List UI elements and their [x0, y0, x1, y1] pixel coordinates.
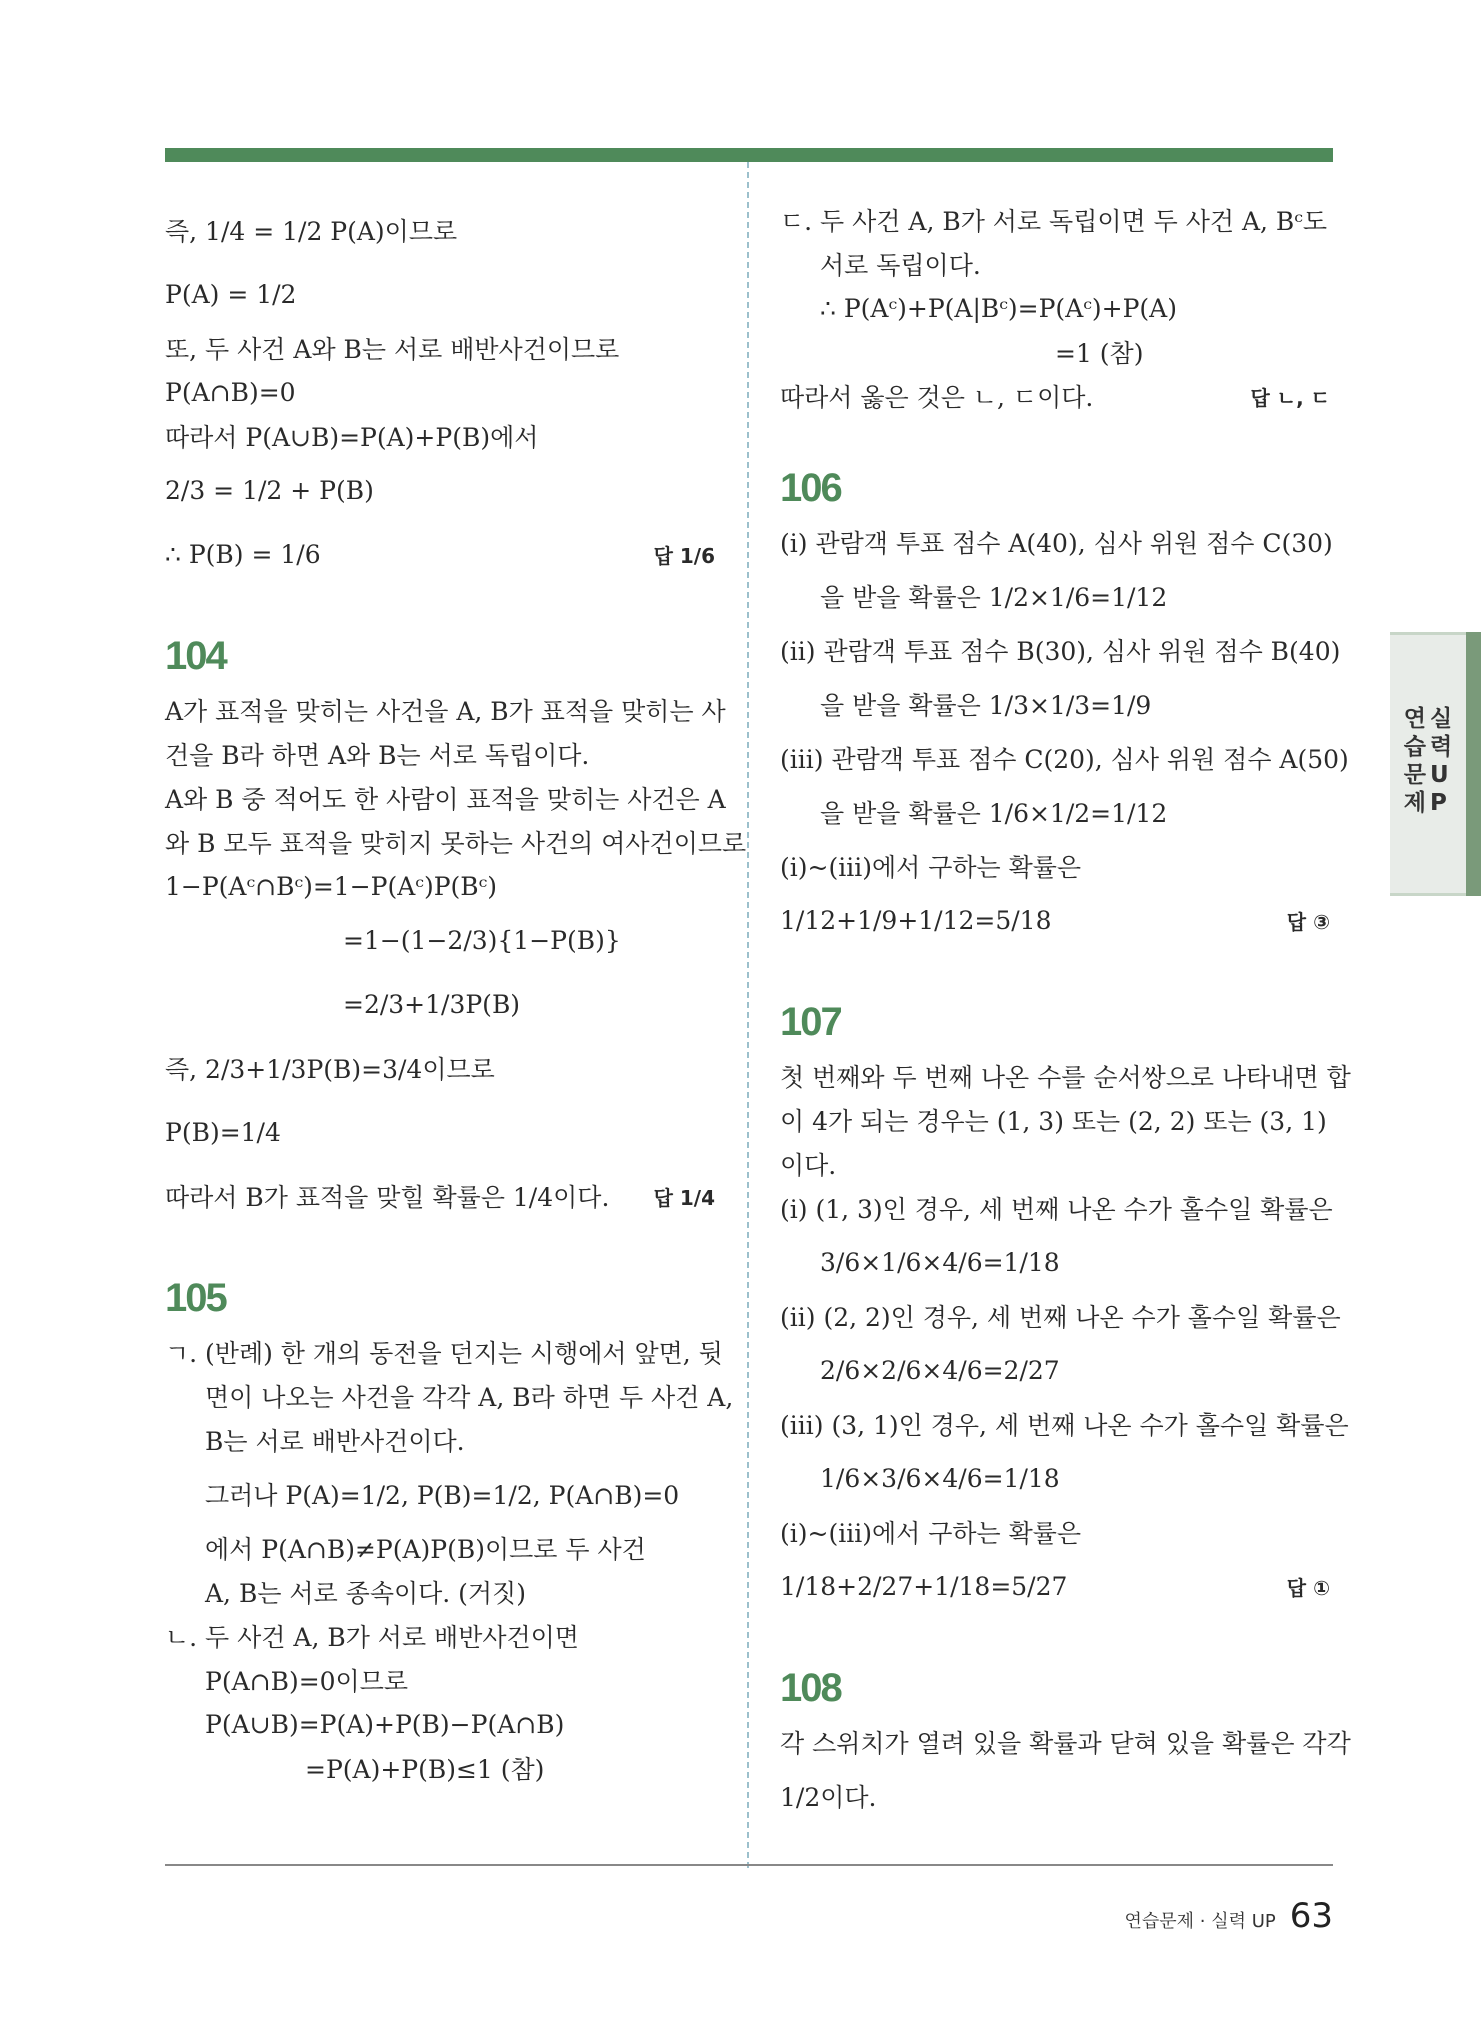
side-tab-char: 연: [1403, 706, 1426, 732]
text-line: P(B)=1/4: [165, 1117, 281, 1147]
column-divider: [747, 162, 749, 1868]
text-line: 을 받을 확률은 1/2×1/6=1/12: [820, 583, 1168, 612]
problem-number: 107: [780, 1000, 841, 1044]
section-side-tab: [1390, 632, 1481, 896]
text-line: ㄴ. 두 사건 A, B가 서로 배반사건이면: [165, 1623, 579, 1652]
text-line: 1/12+1/9+1/12=5/18: [780, 905, 1052, 935]
text-line: A, B는 서로 종속이다. (거짓): [205, 1579, 526, 1608]
text-line: 이다.: [780, 1151, 837, 1180]
text-line: ∴ P(Aᶜ)+P(A|Bᶜ)=P(Aᶜ)+P(A): [820, 293, 1177, 323]
text-line: 따라서 P(A∪B)=P(A)+P(B)에서: [165, 423, 539, 452]
text-line: =1 (참): [1055, 339, 1144, 368]
text-line: 3/6×1/6×4/6=1/18: [820, 1247, 1060, 1277]
answer-label: 답 1/6: [653, 543, 715, 568]
text-line: P(A∪B)=P(A)+P(B)−P(A∩B): [205, 1709, 565, 1739]
top-accent-bar: [165, 148, 1333, 162]
side-tab-char: 력: [1430, 734, 1453, 760]
text-line: ∴ P(B) = 1/6: [165, 539, 321, 569]
text-line: 을 받을 확률은 1/6×1/2=1/12: [820, 799, 1168, 828]
side-tab-char: 문: [1403, 762, 1426, 788]
text-line: (ⅲ) 관람객 투표 점수 C(20), 심사 위원 점수 A(50): [780, 745, 1349, 774]
footer-section-label: 연습문제 · 실력 UP: [1124, 1911, 1276, 1932]
bottom-rule: [165, 1864, 1333, 1866]
text-line: 즉, 2/3+1/3P(B)=3/4이므로: [165, 1055, 495, 1084]
text-line: 따라서 옳은 것은 ㄴ, ㄷ이다.: [780, 383, 1094, 412]
left-column: [165, 198, 747, 1790]
answer-label: 답 ①: [1286, 1575, 1330, 1600]
text-line: =2/3+1/3P(B): [343, 989, 521, 1019]
side-tab-col-2: [1430, 705, 1452, 893]
text-line: B는 서로 배반사건이다.: [205, 1427, 465, 1456]
text-line: 따라서 B가 표적을 맞힐 확률은 1/4이다.: [165, 1183, 610, 1212]
text-line: 즉, 1/4 = 1/2 P(A)이므로: [165, 217, 458, 246]
text-line: A가 표적을 맞히는 사건을 A, B가 표적을 맞히는 사: [165, 697, 726, 726]
text-line: 2/6×2/6×4/6=2/27: [820, 1355, 1060, 1385]
text-line: (ⅲ) (3, 1)인 경우, 세 번째 나온 수가 홀수일 확률은: [780, 1411, 1349, 1440]
side-tab-char: P: [1430, 790, 1447, 816]
text-line: 1−P(Aᶜ∩Bᶜ)=1−P(Aᶜ)P(Bᶜ): [165, 871, 498, 901]
text-line: 1/6×3/6×4/6=1/18: [820, 1463, 1060, 1493]
page-number: 63: [1289, 1896, 1333, 1936]
text-line: (ⅱ) (2, 2)인 경우, 세 번째 나온 수가 홀수일 확률은: [780, 1303, 1341, 1332]
text-line: A와 B 중 적어도 한 사람이 표적을 맞히는 사건은 A: [165, 785, 726, 814]
text-line: 첫 번째와 두 번째 나온 수를 순서쌍으로 나타내면 합: [780, 1063, 1351, 1092]
text-line: 에서 P(A∩B)≠P(A)P(B)이므로 두 사건: [205, 1535, 646, 1564]
side-tab-char: 제: [1403, 790, 1426, 816]
text-line: 또, 두 사건 A와 B는 서로 배반사건이므로: [165, 335, 620, 364]
answer-line: [165, 1164, 715, 1228]
problem-number: 104: [165, 634, 226, 678]
text-line: (ⅰ)~(ⅲ)에서 구하는 확률은: [780, 853, 1082, 882]
text-line: P(A∩B)=0이므로: [205, 1667, 409, 1696]
text-line: 1/18+2/27+1/18=5/27: [780, 1571, 1068, 1601]
text-line: =P(A)+P(B)≤1 (참): [305, 1755, 545, 1784]
answer-label: 답 1/4: [653, 1185, 715, 1210]
right-column: [780, 198, 1351, 1828]
text-line: 와 B 모두 표적을 맞히지 못하는 사건의 여사건이므로: [165, 829, 747, 858]
text-line: =1−(1−2/3){1−P(B)}: [343, 925, 621, 955]
text-line: (ⅱ) 관람객 투표 점수 B(30), 심사 위원 점수 B(40): [780, 637, 1341, 666]
text-line: (ⅰ) 관람객 투표 점수 A(40), 심사 위원 점수 C(30): [780, 529, 1333, 558]
text-line: P(A) = 1/2: [165, 279, 297, 309]
text-line: 각 스위치가 열려 있을 확률과 닫혀 있을 확률은 각각: [780, 1729, 1351, 1758]
text-line: 1/2이다.: [780, 1783, 877, 1812]
page-footer: [1124, 1896, 1333, 1936]
answer-label: 답 ③: [1286, 909, 1330, 934]
answer-label: 답 ㄴ, ㄷ: [1250, 385, 1330, 410]
text-line: 을 받을 확률은 1/3×1/3=1/9: [820, 691, 1152, 720]
text-line: P(A∩B)=0: [165, 377, 296, 407]
answer-line: [165, 522, 715, 586]
side-tab-char: 실: [1430, 706, 1453, 732]
side-tab-char: U: [1430, 762, 1449, 788]
answer-line: [780, 1554, 1330, 1618]
text-line: 면이 나오는 사건을 각각 A, B라 하면 두 사건 A,: [205, 1383, 734, 1412]
text-line: 그러나 P(A)=1/2, P(B)=1/2, P(A∩B)=0: [205, 1481, 680, 1510]
text-line: 서로 독립이다.: [820, 251, 981, 280]
text-line: (ⅰ) (1, 3)인 경우, 세 번째 나온 수가 홀수일 확률은: [780, 1195, 1333, 1224]
side-tab-col-1: [1404, 705, 1426, 893]
side-tab-char: 습: [1403, 734, 1426, 760]
answer-line: [780, 374, 1330, 418]
text-line: 2/3 = 1/2 + P(B): [165, 475, 374, 505]
text-line: ㄱ. (반례) 한 개의 동전을 던지는 시행에서 앞면, 뒷: [165, 1339, 723, 1368]
answer-line: [780, 888, 1330, 952]
text-line: 건을 B라 하면 A와 B는 서로 독립이다.: [165, 741, 590, 770]
problem-number: 106: [780, 466, 841, 510]
text-line: 이 4가 되는 경우는 (1, 3) 또는 (2, 2) 또는 (3, 1): [780, 1107, 1327, 1136]
text-line: ㄷ. 두 사건 A, B가 서로 독립이면 두 사건 A, Bᶜ도: [780, 207, 1328, 236]
text-line: (ⅰ)~(ⅲ)에서 구하는 확률은: [780, 1519, 1082, 1548]
problem-number: 108: [780, 1666, 841, 1710]
problem-number: 105: [165, 1276, 226, 1320]
